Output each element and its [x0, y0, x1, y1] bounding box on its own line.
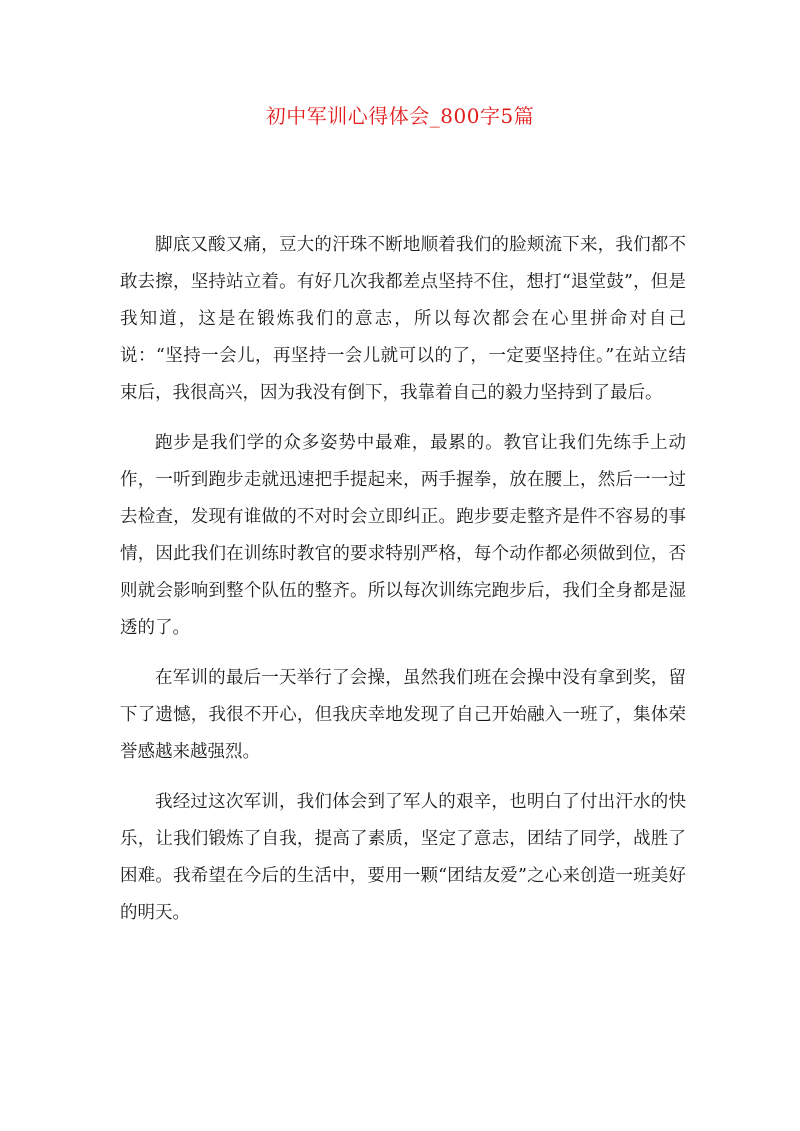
paragraph-3: 在军训的最后一天举行了会操，虽然我们班在会操中没有拿到奖，留下了遗憾，我很不开心，但我庆幸地发现了自己开始融入一班了，集体荣誉感越来越强烈。 — [120, 668, 686, 762]
paragraph-2: 跑步是我们学的众多姿势中最难，最累的。教官让我们先练手上动作，一听到跑步走就迅速把手提起来，两手握拳，放在腰上，然后一一过去检查，发现有谁做的不对时会立即纠正。跑步要走整齐是件不容易的事情，因此我们在训练时教官的要求特别严格，每个动作都必须做到位，否则就会影响到整个队伍的整齐。所以每次训练完跑步后，我们全身都是湿透的了。 — [120, 433, 686, 638]
document-body — [120, 227, 686, 945]
paragraph-1: 脚底又酸又痛，豆大的汗珠不断地顺着我们的脸颊流下来，我们都不敢去擦，坚持站立着。有好几次我都差点坚持不住，想打“退堂鼓”，但是我知道，这是在锻炼我们的意志，所以每次都会在心里拼命对自己说：“坚持一会儿，再坚持一会儿就可以的了，一定要坚持住。”在站立结束后，我很高兴，因为我没有倒下，我靠着自己的毅力坚持到了最后。 — [120, 235, 686, 403]
document-title: 初中军训心得体会_800字5篇 — [265, 104, 535, 128]
paragraph-4: 我经过这次军训，我们体会到了军人的艰辛，也明白了付出汗水的快乐，让我们锻炼了自我，提高了素质，坚定了意志，团结了同学，战胜了困难。我希望在今后的生活中，要用一颗“团结友爱”之心来创造一班美好的明天。 — [120, 792, 686, 923]
